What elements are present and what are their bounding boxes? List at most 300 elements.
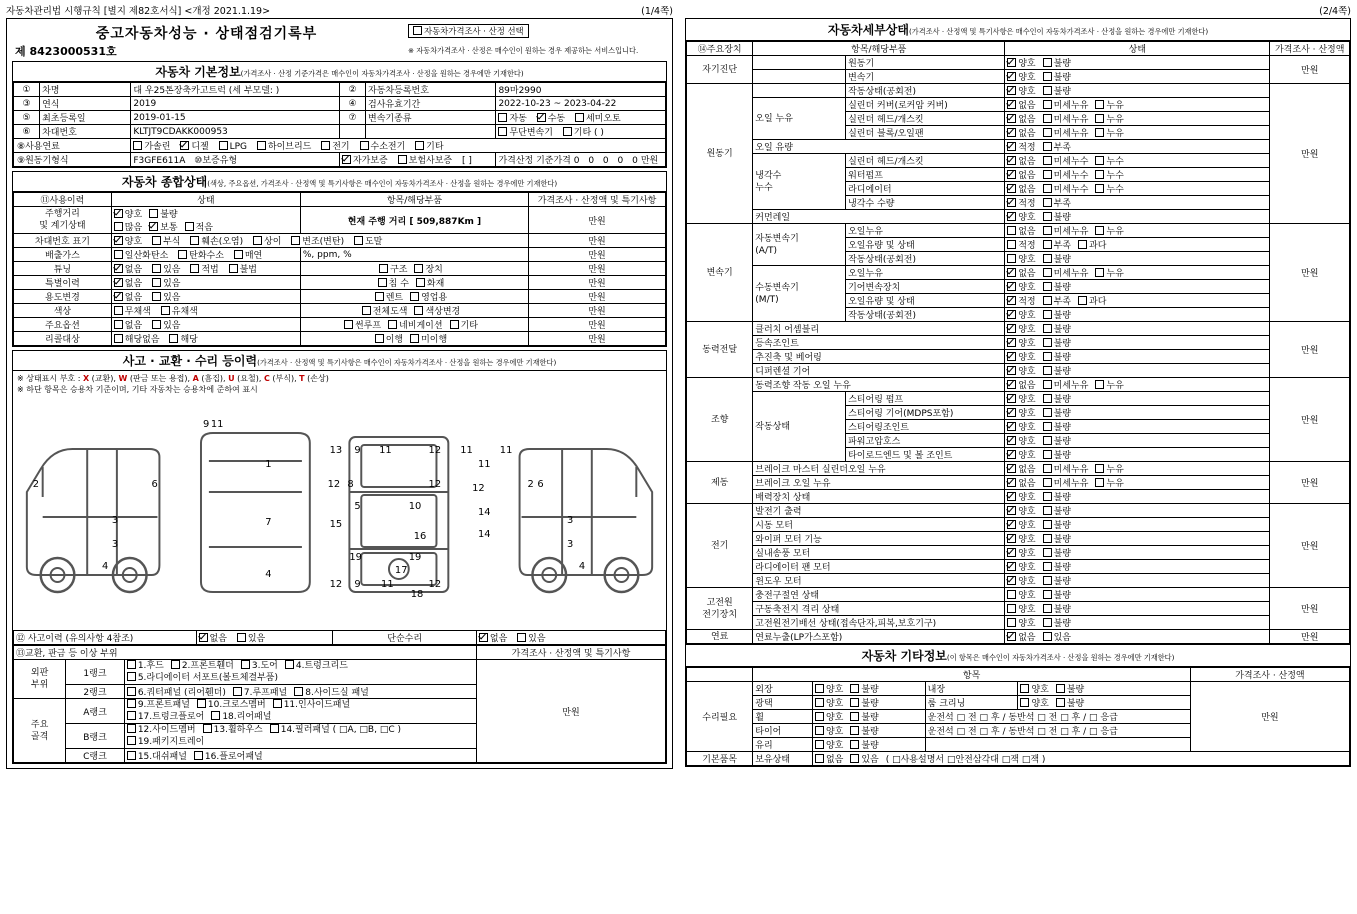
- label-타이로드엔드및볼조인트-양호: 양호: [1018, 451, 1036, 461]
- state-options-left[interactable]: [812, 724, 925, 738]
- price-unit: 만원: [529, 318, 666, 332]
- checkbox-등속조인트-양호[interactable]: [1007, 338, 1016, 347]
- state-options[interactable]: [1005, 154, 1270, 168]
- accident-title: 사고 · 교환 · 수리 등이력: [122, 354, 258, 368]
- usechange-items[interactable]: 렌트 영업용: [300, 290, 528, 304]
- checkbox-accident-yes[interactable]: [237, 633, 246, 642]
- checkbox-원동기-불량[interactable]: [1043, 58, 1052, 67]
- checkbox-tuning-illegal[interactable]: [229, 264, 238, 273]
- checkbox-color-change[interactable]: [414, 306, 423, 315]
- checkbox-실린더커버로커암커버-없음[interactable]: [1007, 100, 1016, 109]
- checkbox-오일유량및상태-과다[interactable]: [1078, 240, 1087, 249]
- checkbox-스티어링기어MDPS포함-불량[interactable]: [1043, 408, 1052, 417]
- state-options[interactable]: [1005, 630, 1270, 644]
- checkbox-오일누유-없음[interactable]: [1007, 226, 1016, 235]
- mileage-options[interactable]: 양호 불량 많음 보통 적음: [111, 207, 300, 234]
- state-options[interactable]: [1005, 322, 1270, 336]
- warranty-options[interactable]: [339, 153, 495, 167]
- state-options[interactable]: [1005, 504, 1270, 518]
- part-label-스티어링기어MDPS포함: 스티어링 기어(MDPS포함): [846, 406, 1005, 420]
- checkbox-실린더블록오일팬-미세누유[interactable]: [1043, 128, 1052, 137]
- checkbox-동력조향작동오일누유-누유[interactable]: [1095, 380, 1104, 389]
- checkbox-rent[interactable]: [375, 292, 384, 301]
- tuning-items[interactable]: 구조 장치: [300, 262, 528, 276]
- checkbox-실린더헤드개스킷-미세누수[interactable]: [1043, 156, 1052, 165]
- checkbox-오일유량및상태-적정[interactable]: [1007, 240, 1016, 249]
- state-options[interactable]: [1005, 448, 1270, 462]
- part-label-라디에이터: 라디에이터: [846, 182, 1005, 196]
- svg-text:4: 4: [265, 568, 272, 581]
- checkbox-스티어링조인트-불량[interactable]: [1043, 422, 1052, 431]
- checkbox-와이퍼모터기능-불량[interactable]: [1043, 534, 1052, 543]
- rank-2-items[interactable]: 6.쿼터패널 (리어휀더) 7.루프패널 8.사이드실 패널: [124, 685, 476, 699]
- checkbox-충전구절연상태-양호[interactable]: [1007, 590, 1016, 599]
- tuning-options[interactable]: 없음 있음 적법 불법: [111, 262, 300, 276]
- checkbox-실린더커버로커암커버-미세누유[interactable]: [1043, 100, 1052, 109]
- checkbox-타이어-양호[interactable]: [815, 726, 824, 735]
- svg-text:10: 10: [408, 500, 422, 513]
- group-label-전기: 전기: [687, 504, 753, 588]
- checkbox-연료누출LP가스포함-있음[interactable]: [1043, 632, 1052, 641]
- checkbox-roof-panel[interactable]: [233, 687, 242, 696]
- checkbox-recall-done[interactable]: [375, 334, 384, 343]
- checkbox-라디에이터팬모터-양호[interactable]: [1007, 562, 1016, 571]
- state-options[interactable]: [1005, 280, 1270, 294]
- state-options[interactable]: [1005, 238, 1270, 252]
- checkbox-브레이크오일누유-미세누유[interactable]: [1043, 478, 1052, 487]
- checkbox-device[interactable]: [414, 264, 423, 273]
- checkbox-라디에이터-미세누수[interactable]: [1043, 184, 1052, 193]
- mainoption-items[interactable]: 썬루프 네비게이션 기타: [300, 318, 528, 332]
- checkbox-pillar-panel[interactable]: [270, 724, 279, 733]
- state-options[interactable]: [1005, 140, 1270, 154]
- checkbox-스티어링기어MDPS포함-양호[interactable]: [1007, 408, 1016, 417]
- checkbox-option-yes[interactable]: [152, 320, 161, 329]
- checkbox-chromatic[interactable]: [161, 306, 170, 315]
- checkbox-mileage-bad[interactable]: [149, 209, 158, 218]
- checkbox-special-yes[interactable]: [152, 278, 161, 287]
- checkbox-structure[interactable]: [379, 264, 388, 273]
- checkbox-브레이크마스터실린더오일누유-없음[interactable]: [1007, 464, 1016, 473]
- state-options[interactable]: [1005, 224, 1270, 238]
- checkbox-커먼레일-불량[interactable]: [1043, 212, 1052, 221]
- rank-b-items[interactable]: 12.사이드멤버 13.휠하우스 14.필러패널 ( □A, □B, □C ) 19.패키지트레이: [124, 724, 476, 749]
- checkbox-휠-양호[interactable]: [815, 712, 824, 721]
- checkbox-quarter-panel[interactable]: [127, 687, 136, 696]
- checkbox-실린더커버로커암커버-누유[interactable]: [1095, 100, 1104, 109]
- checkbox-유리-불량[interactable]: [850, 740, 859, 749]
- checkbox-외장-양호[interactable]: [815, 684, 824, 693]
- checkbox-inside-panel[interactable]: [273, 699, 282, 708]
- checkbox-radiator-support[interactable]: [127, 672, 136, 681]
- fuel-options[interactable]: [131, 139, 666, 153]
- checkbox-insurer-warranty[interactable]: [398, 155, 407, 164]
- checkbox-작동상태공회전-양호[interactable]: [1007, 86, 1016, 95]
- checkbox-윈도우모터-양호[interactable]: [1007, 576, 1016, 585]
- checkbox-self-warranty[interactable]: [342, 155, 351, 164]
- checkbox-trans-etc[interactable]: [563, 127, 572, 136]
- checkbox-flood[interactable]: [378, 278, 387, 287]
- checkbox-브레이크마스터실린더오일누유-미세누유[interactable]: [1043, 464, 1052, 473]
- state-options[interactable]: [1005, 616, 1270, 630]
- state-options[interactable]: [1005, 98, 1270, 112]
- state-options[interactable]: [1005, 560, 1270, 574]
- checkbox-hc[interactable]: [178, 250, 187, 259]
- checkbox-recall-na[interactable]: [114, 334, 123, 343]
- checkbox-door[interactable]: [241, 660, 250, 669]
- checkbox-basic-있음[interactable]: [850, 754, 859, 763]
- checkbox-라디에이터-없음[interactable]: [1007, 184, 1016, 193]
- checkbox-오일유량및상태-부족[interactable]: [1043, 240, 1052, 249]
- state-options[interactable]: [1005, 252, 1270, 266]
- recall-options[interactable]: 해당없음 해당: [111, 332, 300, 346]
- checkbox-워터펌프-누수[interactable]: [1095, 170, 1104, 179]
- state-options[interactable]: [1005, 56, 1270, 70]
- checkbox-작동상태공회전-양호[interactable]: [1007, 310, 1016, 319]
- checkbox-발전기출력-불량[interactable]: [1043, 506, 1052, 515]
- checkbox-package-tray[interactable]: [127, 736, 136, 745]
- checkbox-cross-member[interactable]: [197, 699, 206, 708]
- checkbox-윈도우모터-불량[interactable]: [1043, 576, 1052, 585]
- checkbox-시동모터-불량[interactable]: [1043, 520, 1052, 529]
- state-options[interactable]: [1005, 378, 1270, 392]
- checkbox-special-none[interactable]: [114, 278, 123, 287]
- checkbox-mileage-good[interactable]: [114, 209, 123, 218]
- checkbox-오일누유-누유[interactable]: [1095, 268, 1104, 277]
- checkbox-option-none[interactable]: [114, 320, 123, 329]
- checkbox-hybrid[interactable]: [257, 141, 266, 150]
- checkbox-vin-altered[interactable]: [291, 236, 300, 245]
- checkbox-배력장치상태-불량[interactable]: [1043, 492, 1052, 501]
- price-survey-checkbox[interactable]: [413, 26, 422, 35]
- checkbox-오일누유-미세누유[interactable]: [1043, 268, 1052, 277]
- checkbox-mileage-normal[interactable]: [149, 222, 158, 231]
- checkbox-외장-불량[interactable]: [850, 684, 859, 693]
- checkbox-usechange-yes[interactable]: [152, 292, 161, 301]
- checkbox-내장-불량[interactable]: [1056, 684, 1065, 693]
- color-options[interactable]: 무채색 유채색: [111, 304, 300, 318]
- checkbox-배력장치상태-양호[interactable]: [1007, 492, 1016, 501]
- checkbox-작동상태공회전-불량[interactable]: [1043, 310, 1052, 319]
- label-유리-양호: 양호: [825, 741, 844, 751]
- recall-items[interactable]: 이행 미이행: [300, 332, 528, 346]
- checkbox-디퍼렌셜기어-불량[interactable]: [1043, 366, 1052, 375]
- checkbox-cvt[interactable]: [498, 127, 507, 136]
- checkbox-클러치어셈블리-양호[interactable]: [1007, 324, 1016, 333]
- checkbox-디퍼렌셜기어-양호[interactable]: [1007, 366, 1016, 375]
- checkbox-fire[interactable]: [416, 278, 425, 287]
- svg-text:11: 11: [381, 578, 394, 591]
- checkbox-mileage-many[interactable]: [114, 222, 123, 231]
- detail-status-note: (가격조사 · 산정액 및 특기사항은 매수인이 자동차가격조사 · 산정을 원하는 경우에만 기재한다): [909, 27, 1209, 36]
- checkbox-오일유량-부족[interactable]: [1043, 142, 1052, 151]
- state-options[interactable]: [1005, 210, 1270, 224]
- checkbox-내장-양호[interactable]: [1020, 684, 1029, 693]
- checkbox-발전기출력-양호[interactable]: [1007, 506, 1016, 515]
- checkbox-wheel-house[interactable]: [203, 724, 212, 733]
- checkbox-원동기-양호[interactable]: [1007, 58, 1016, 67]
- state-options[interactable]: [1005, 364, 1270, 378]
- state-options-left[interactable]: [812, 738, 925, 752]
- checkbox-라디에이터-누수[interactable]: [1095, 184, 1104, 193]
- rank-c-items[interactable]: 15.대쉬패널 16.플로어패널: [124, 749, 476, 763]
- checkbox-recall-yes[interactable]: [169, 334, 178, 343]
- checkbox-타이로드엔드및볼조인트-불량[interactable]: [1043, 450, 1052, 459]
- transmission-options-row1[interactable]: [496, 111, 666, 125]
- state-options[interactable]: [1005, 546, 1270, 560]
- checkbox-광택-불량[interactable]: [850, 698, 859, 707]
- checkbox-vin-different[interactable]: [253, 236, 262, 245]
- state-options[interactable]: [1005, 112, 1270, 126]
- checkbox-dash-panel[interactable]: [127, 751, 136, 760]
- position-options[interactable]: 운전석 □ 전 □ 후 / 동반석 □ 전 □ 후 / □ 응급: [925, 724, 1190, 738]
- state-options[interactable]: [1005, 434, 1270, 448]
- checkbox-usechange-none[interactable]: [114, 292, 123, 301]
- price-survey-select-box[interactable]: [408, 24, 529, 38]
- checkbox-gasoline[interactable]: [133, 141, 142, 150]
- checkbox-오일누유-없음[interactable]: [1007, 268, 1016, 277]
- checkbox-simple-yes[interactable]: [517, 633, 526, 642]
- checkbox-vin-damage[interactable]: [190, 236, 199, 245]
- checkbox-navigation[interactable]: [388, 320, 397, 329]
- state-options[interactable]: [1005, 406, 1270, 420]
- state-options[interactable]: [1005, 196, 1270, 210]
- state-options-right[interactable]: [1018, 696, 1190, 710]
- checkbox-휠-불량[interactable]: [850, 712, 859, 721]
- checkbox-동력조향작동오일누유-미세누유[interactable]: [1043, 380, 1052, 389]
- svg-text:12: 12: [327, 478, 341, 491]
- checkbox-오일누유-누유[interactable]: [1095, 226, 1104, 235]
- state-options[interactable]: [1005, 350, 1270, 364]
- checkbox-실린더헤드개스킷-누수[interactable]: [1095, 156, 1104, 165]
- checkbox-파워고압호스-양호[interactable]: [1007, 436, 1016, 445]
- checkbox-front-fender[interactable]: [171, 660, 180, 669]
- checkbox-side-sill-panel[interactable]: [294, 687, 303, 696]
- special-options[interactable]: 없음 있음: [111, 276, 300, 290]
- label-브레이크오일누유-미세누유: 미세누유: [1053, 479, 1089, 489]
- checkbox-파워고압호스-불량[interactable]: [1043, 436, 1052, 445]
- checkbox-rear-panel[interactable]: [211, 711, 220, 720]
- svg-text:9: 9: [354, 444, 361, 457]
- group-label-조향: 조향: [687, 378, 753, 462]
- checkbox-simple-none[interactable]: [479, 633, 488, 642]
- checkbox-full-repaint[interactable]: [362, 306, 371, 315]
- emission-options[interactable]: 일산화탄소 탄화수소 매연: [111, 248, 300, 262]
- checkbox-유리-양호[interactable]: [815, 740, 824, 749]
- state-options[interactable]: [1005, 266, 1270, 280]
- checkbox-commercial[interactable]: [410, 292, 419, 301]
- checkbox-커먼레일-양호[interactable]: [1007, 212, 1016, 221]
- state-options[interactable]: [1005, 588, 1270, 602]
- simple-repair-options[interactable]: 없음 있음: [476, 631, 665, 645]
- checkbox-recall-notdone[interactable]: [410, 334, 419, 343]
- checkbox-추진축및베어링-불량[interactable]: [1043, 352, 1052, 361]
- checkbox-오일유량-적정[interactable]: [1007, 142, 1016, 151]
- usechange-options[interactable]: 없음 있음: [111, 290, 300, 304]
- checkbox-실내송풍모터-양호[interactable]: [1007, 548, 1016, 557]
- checkbox-co[interactable]: [114, 250, 123, 259]
- checkbox-semiauto[interactable]: [575, 113, 584, 122]
- state-options[interactable]: [1005, 336, 1270, 350]
- checkbox-sunroof[interactable]: [344, 320, 353, 329]
- checkbox-룸크리닝-불량[interactable]: [1056, 698, 1065, 707]
- checkbox-실린더헤드개스킷-누유[interactable]: [1095, 114, 1104, 123]
- state-options[interactable]: [1005, 308, 1270, 322]
- special-items[interactable]: 침 수 화재: [300, 276, 528, 290]
- checkbox-diesel[interactable]: [180, 141, 189, 150]
- checkbox-실내송풍모터-불량[interactable]: [1043, 548, 1052, 557]
- checkbox-vin-painted[interactable]: [354, 236, 363, 245]
- label-실린더헤드개스킷-누유: 누유: [1106, 115, 1124, 125]
- checkbox-option-etc[interactable]: [450, 320, 459, 329]
- state-options[interactable]: [1005, 602, 1270, 616]
- checkbox-스티어링펌프-불량[interactable]: [1043, 394, 1052, 403]
- checkbox-충전구절연상태-불량[interactable]: [1043, 590, 1052, 599]
- checkbox-auto[interactable]: [498, 113, 507, 122]
- svg-text:14: 14: [478, 528, 491, 541]
- state-options-left[interactable]: [812, 710, 925, 724]
- state-options[interactable]: [1005, 392, 1270, 406]
- state-options[interactable]: [1005, 490, 1270, 504]
- state-options[interactable]: [1005, 532, 1270, 546]
- accident-history-options[interactable]: 없음 있음: [196, 631, 333, 645]
- checkbox-실린더블록오일팬-없음[interactable]: [1007, 128, 1016, 137]
- checkbox-워터펌프-없음[interactable]: [1007, 170, 1016, 179]
- checkbox-tuning-yes[interactable]: [152, 264, 161, 273]
- checkbox-hydrogen[interactable]: [360, 141, 369, 150]
- state-options-left[interactable]: [812, 696, 925, 710]
- mainoption-options[interactable]: 없음 있음: [111, 318, 300, 332]
- checkbox-front-panel[interactable]: [127, 699, 136, 708]
- checkbox-실린더헤드개스킷-없음[interactable]: [1007, 156, 1016, 165]
- checkbox-mileage-few[interactable]: [185, 222, 194, 231]
- checkbox-와이퍼모터기능-양호[interactable]: [1007, 534, 1016, 543]
- rank-label-2: 2랭크: [66, 685, 125, 699]
- rank-1-items[interactable]: 1.후드 2.프론트휀더 3.도어 4.트렁크리드 5.라디에이터 서포트(볼트체결부품): [124, 660, 476, 685]
- checkbox-오일유량및상태-적정[interactable]: [1007, 296, 1016, 305]
- checkbox-등속조인트-불량[interactable]: [1043, 338, 1052, 347]
- state-options[interactable]: [1005, 294, 1270, 308]
- label-실린더커버로커암커버-누유: 누유: [1106, 101, 1124, 111]
- checkbox-기어변속장치-양호[interactable]: [1007, 282, 1016, 291]
- checkbox-워터펌프-미세누수[interactable]: [1043, 170, 1052, 179]
- transmission-options-row2[interactable]: [496, 125, 666, 139]
- table-header-row: [14, 193, 666, 207]
- state-options[interactable]: [1005, 182, 1270, 196]
- checkbox-동력조향작동오일누유-없음[interactable]: [1007, 380, 1016, 389]
- checkbox-vin-good[interactable]: [114, 236, 123, 245]
- state-options[interactable]: [1005, 462, 1270, 476]
- position-options[interactable]: [925, 738, 1190, 752]
- checkbox-룸크리닝-양호[interactable]: [1020, 698, 1029, 707]
- checkbox-브레이크오일누유-누유[interactable]: [1095, 478, 1104, 487]
- checkbox-클러치어셈블리-불량[interactable]: [1043, 324, 1052, 333]
- label-accident-history: ⑫ 사고이력 (유의사항 4참조): [14, 631, 197, 645]
- checkbox-실린더헤드개스킷-미세누유[interactable]: [1043, 114, 1052, 123]
- checkbox-스티어링조인트-양호[interactable]: [1007, 422, 1016, 431]
- checkbox-vin-corrosion[interactable]: [152, 236, 161, 245]
- color-items[interactable]: 전체도색 색상변경: [300, 304, 528, 318]
- state-options-right[interactable]: [1018, 682, 1190, 696]
- vin-mark-options[interactable]: 양호 부식 훼손(오염) 상이 변조(변탄) 도말: [111, 234, 528, 248]
- part-label-원동기: 원동기: [846, 56, 1005, 70]
- rank-label-c: C랭크: [66, 749, 125, 763]
- checkbox-오일유량및상태-과다[interactable]: [1078, 296, 1087, 305]
- checkbox-accident-none[interactable]: [199, 633, 208, 642]
- state-options-left[interactable]: [812, 682, 925, 696]
- checkbox-연료누출LP가스포함-없음[interactable]: [1007, 632, 1016, 641]
- checkbox-오일유량및상태-부족[interactable]: [1043, 296, 1052, 305]
- checkbox-브레이크마스터실린더오일누유-누유[interactable]: [1095, 464, 1104, 473]
- state-options[interactable]: [1005, 70, 1270, 84]
- checkbox-광택-양호[interactable]: [815, 698, 824, 707]
- checkbox-작동상태공회전-불량[interactable]: [1043, 86, 1052, 95]
- checkbox-오일누유-미세누유[interactable]: [1043, 226, 1052, 235]
- checkbox-tuning-legal[interactable]: [190, 264, 199, 273]
- position-options[interactable]: 운전석 □ 전 □ 후 / 동반석 □ 전 □ 후 / □ 응급: [925, 710, 1190, 724]
- state-options[interactable]: [1005, 574, 1270, 588]
- rank-a-items[interactable]: 9.프론트패널 10.크로스멤버 11.인사이드패널 17.트렁크플로어 18.리어패널: [124, 699, 476, 724]
- checkbox-floor-panel[interactable]: [194, 751, 203, 760]
- checkbox-시동모터-양호[interactable]: [1007, 520, 1016, 529]
- checkbox-냉각수수량-적정[interactable]: [1007, 198, 1016, 207]
- checkbox-hood[interactable]: [127, 660, 136, 669]
- checkbox-achromatic[interactable]: [114, 306, 123, 315]
- checkbox-브레이크오일누유-없음[interactable]: [1007, 478, 1016, 487]
- basic-items-options[interactable]: [812, 752, 1349, 766]
- state-options[interactable]: [1005, 84, 1270, 98]
- state-options[interactable]: [1005, 126, 1270, 140]
- state-options[interactable]: [1005, 476, 1270, 490]
- checkbox-고전원전기배선상태접속단자피-양호[interactable]: [1007, 618, 1016, 627]
- checkbox-변속기-양호[interactable]: [1007, 72, 1016, 81]
- checkbox-작동상태공회전-양호[interactable]: [1007, 254, 1016, 263]
- checkbox-변속기-불량[interactable]: [1043, 72, 1052, 81]
- checkbox-manual[interactable]: [537, 113, 546, 122]
- checkbox-타이로드엔드및볼조인트-양호[interactable]: [1007, 450, 1016, 459]
- checkbox-고전원전기배선상태접속단자피-불량[interactable]: [1043, 618, 1052, 627]
- checkbox-tuning-none[interactable]: [114, 264, 123, 273]
- checkbox-fuel-etc[interactable]: [415, 141, 424, 150]
- checkbox-구동축전지격리상태-양호[interactable]: [1007, 604, 1016, 613]
- label-작동상태공회전-불량: 불량: [1053, 255, 1071, 265]
- checkbox-실린더블록오일팬-누유[interactable]: [1095, 128, 1104, 137]
- state-options[interactable]: [1005, 420, 1270, 434]
- state-options[interactable]: [1005, 168, 1270, 182]
- checkbox-smoke[interactable]: [234, 250, 243, 259]
- checkbox-추진축및베어링-양호[interactable]: [1007, 352, 1016, 361]
- state-options[interactable]: [1005, 518, 1270, 532]
- checkbox-trunk-floor[interactable]: [127, 711, 136, 720]
- checkbox-basic-없음[interactable]: [815, 754, 824, 763]
- checkbox-side-member[interactable]: [127, 724, 136, 733]
- checkbox-구동축전지격리상태-불량[interactable]: [1043, 604, 1052, 613]
- checkbox-trunk-lid[interactable]: [285, 660, 294, 669]
- checkbox-lpg[interactable]: [219, 141, 228, 150]
- item-label-디퍼렌셜기어: 디퍼렌셜 기어: [753, 364, 1005, 378]
- checkbox-타이어-불량[interactable]: [850, 726, 859, 735]
- checkbox-작동상태공회전-불량[interactable]: [1043, 254, 1052, 263]
- label-워터펌프-미세누수: 미세누수: [1053, 171, 1089, 181]
- checkbox-라디에이터팬모터-불량[interactable]: [1043, 562, 1052, 571]
- checkbox-냉각수수량-부족[interactable]: [1043, 198, 1052, 207]
- checkbox-electric[interactable]: [321, 141, 330, 150]
- table-header-row: [687, 668, 1350, 682]
- checkbox-기어변속장치-불량[interactable]: [1043, 282, 1052, 291]
- label-오일누유-없음: 없음: [1018, 269, 1036, 279]
- checkbox-스티어링펌프-양호[interactable]: [1007, 394, 1016, 403]
- checkbox-실린더헤드개스킷-없음[interactable]: [1007, 114, 1016, 123]
